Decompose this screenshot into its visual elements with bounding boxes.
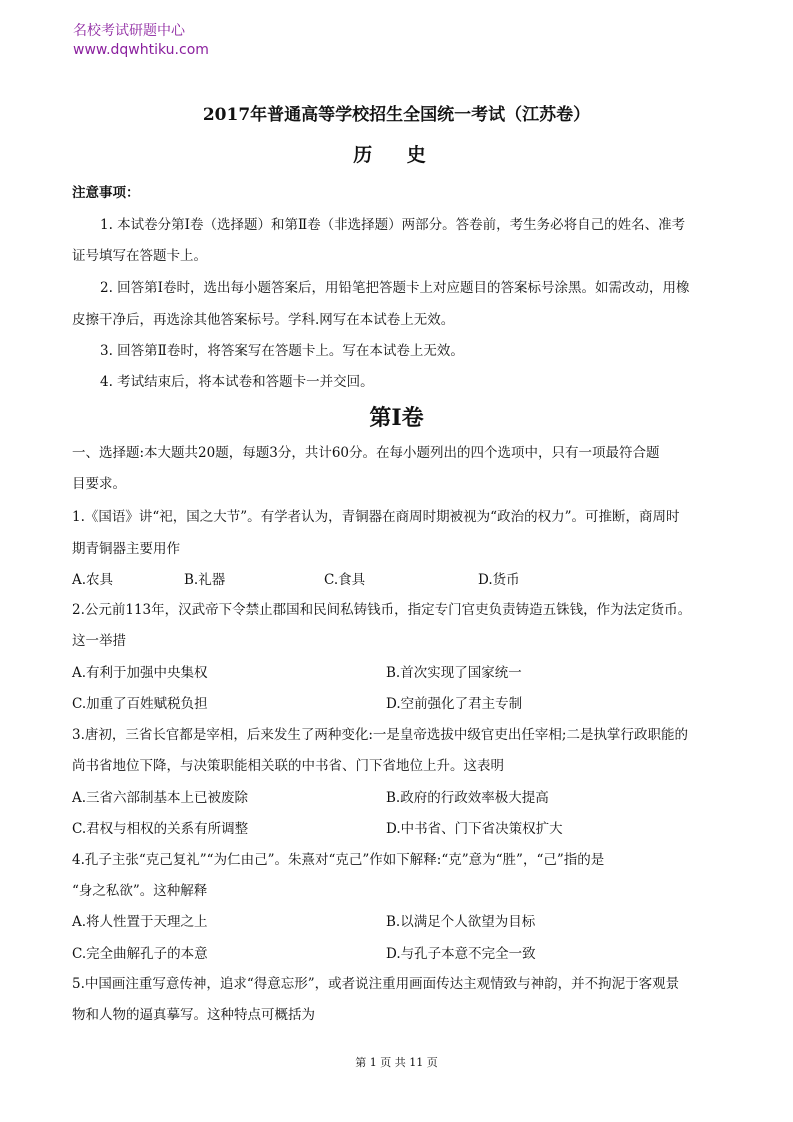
question-3-option-c: C.君权与相权的关系有所调整: [72, 821, 249, 837]
question-2-stem-line2: 这一举措: [72, 633, 126, 649]
page-footer: 第 1 页 共 11 页: [355, 1056, 438, 1069]
question-1-option-a: A.农具: [72, 572, 114, 588]
notice-item-4: 4. 考试结束后，将本试卷和答题卡一并交回。: [100, 374, 374, 390]
notice-item-2-line1: 2. 回答第Ⅰ卷时，选出每小题答案后，用铅笔把答题卡上对应题目的答案标号涂黑。如需改动，用橡: [100, 280, 690, 296]
notice-item-1-line2: 证号填写在答题卡上。: [72, 248, 207, 264]
question-1-stem-line1: 1.《国语》讲“祀，国之大节”。有学者认为，青铜器在商周时期被视为“政治的权力”。可推断，商周时: [72, 509, 680, 525]
question-3-stem-line2: 尚书省地位下降，与决策职能相关联的中书省、门下省地位上升。这表明: [72, 758, 504, 774]
notice-item-3: 3. 回答第Ⅱ卷时，将答案写在答题卡上。写在本试卷上无效。: [100, 343, 464, 359]
question-1-stem-line2: 期青铜器主要用作: [72, 541, 180, 557]
question-2-option-a: A.有利于加强中央集权: [72, 665, 208, 681]
question-5-stem-line2: 物和人物的逼真摹写。这种特点可概括为: [72, 1007, 315, 1023]
question-4-option-a: A.将人性置于天理之上: [72, 914, 208, 930]
notice-item-2-line2: 皮擦干净后，再选涂其他答案标号。学科.网写在本试卷上无效。: [72, 312, 455, 328]
question-1-option-d: D.货币: [478, 572, 520, 588]
question-1-option-c: C.食具: [324, 572, 366, 588]
question-5-stem-line1: 5.中国画注重写意传神，追求“得意忘形”，或者说注重用画面传达主观情致与神韵，并不拘泥于客观景: [72, 976, 680, 992]
question-4-option-c: C.完全曲解孔子的本意: [72, 946, 208, 962]
question-2-option-c: C.加重了百姓赋税负担: [72, 696, 208, 712]
watermark-name: 名校考试研题中心: [73, 23, 185, 39]
notice-heading: 注意事项：: [72, 185, 140, 201]
question-2-option-b: B.首次实现了国家统一: [386, 665, 522, 681]
subject-title: 历 史: [353, 144, 440, 166]
question-4-option-b: B.以满足个人欲望为目标: [386, 914, 536, 930]
question-4-stem-line1: 4.孔子主张“克己复礼”“为仁由己”。朱熹对“克己”作如下解释:“克”意为“胜”，“己”指的是: [72, 852, 605, 868]
question-2-option-d: D.空前强化了君主专制: [386, 696, 523, 712]
question-4-stem-line2: “身之私欲”。这种解释: [72, 883, 208, 899]
watermark-url: www.dqwhtiku.com: [73, 42, 209, 58]
section-title: 第Ⅰ卷: [369, 405, 424, 431]
question-3-stem-line1: 3.唐初，三省长官都是宰相，后来发生了两种变化:一是皇帝选拔中级官吏出任宰相;二是执掌行政职能的: [72, 727, 688, 743]
question-3-option-d: D.中书省、门下省决策权扩大: [386, 821, 563, 837]
question-4-option-d: D.与孔子本意不完全一致: [386, 946, 536, 962]
notice-item-1-line1: 1. 本试卷分第Ⅰ卷（选择题）和第Ⅱ卷（非选择题）两部分。答卷前，考生务必将自己的姓名、准考: [100, 217, 686, 233]
section-intro-line1: 一、选择题:本大题共20题，每题3分，共计60分。在每小题列出的四个选项中，只有一项最符合题: [72, 445, 660, 461]
question-1-option-b: B.礼器: [184, 572, 226, 588]
question-3-option-a: A.三省六部制基本上已被废除: [72, 790, 249, 806]
question-2-stem-line1: 2.公元前113年，汉武帝下令禁止郡国和民间私铸钱币，指定专门官吏负责铸造五铢钱，作为法定货币。: [72, 602, 692, 618]
exam-title: 2017年普通高等学校招生全国统一考试（江苏卷）: [202, 105, 591, 125]
question-3-option-b: B.政府的行政效率极大提高: [386, 790, 549, 806]
section-intro-line2: 目要求。: [72, 476, 126, 492]
